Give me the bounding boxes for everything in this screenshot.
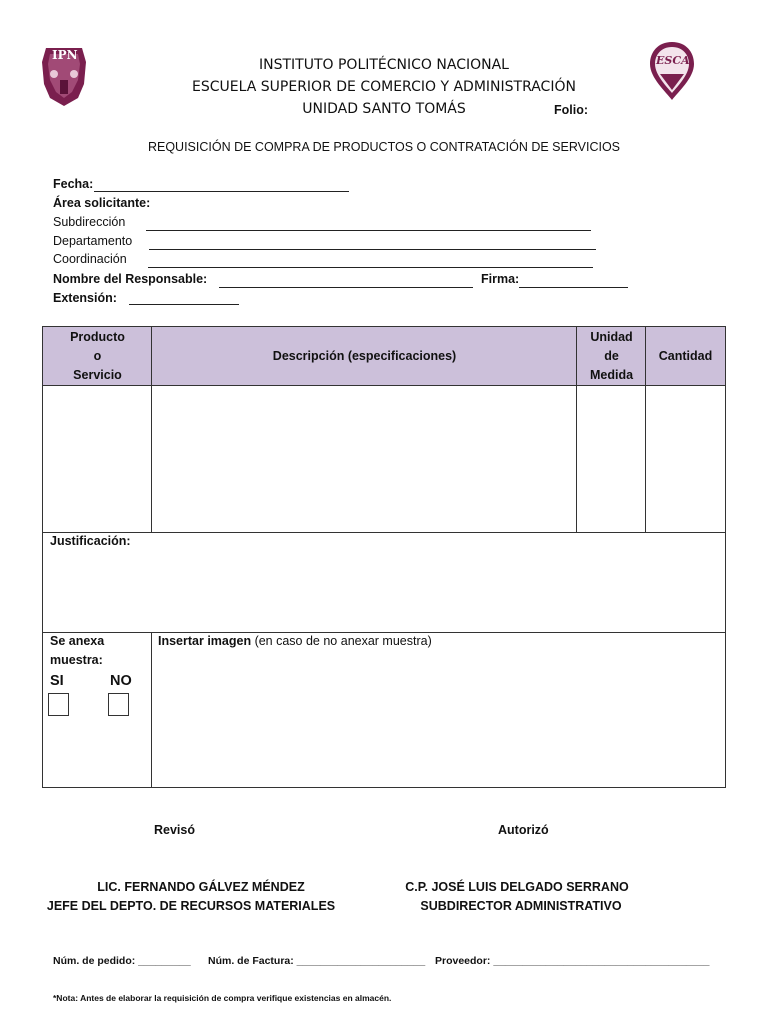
anexa-label-line2: muestra: bbox=[50, 653, 103, 667]
folio-label: Folio: bbox=[554, 103, 589, 117]
firma-label: Firma: bbox=[481, 272, 520, 286]
no-checkbox[interactable] bbox=[108, 693, 129, 716]
responsable-label: Nombre del Responsable: bbox=[53, 272, 208, 286]
image-drop-area[interactable] bbox=[152, 653, 725, 787]
header-producto-line2: o bbox=[93, 349, 102, 363]
departamento-label: Departamento bbox=[53, 234, 133, 248]
fecha-label: Fecha: bbox=[53, 177, 94, 191]
item-descripcion-cell[interactable] bbox=[152, 386, 576, 532]
departamento-field[interactable] bbox=[149, 249, 596, 250]
right-signer-name: C.P. JOSÉ LUIS DELGADO SERRANO bbox=[405, 880, 629, 894]
pedido-field[interactable]: Núm. de pedido: _________ bbox=[53, 955, 191, 967]
subdireccion-label: Subdirección bbox=[53, 215, 126, 229]
extension-field[interactable] bbox=[129, 304, 239, 305]
left-signer-title: JEFE DEL DEPTO. DE RECURSOS MATERIALES bbox=[46, 899, 336, 913]
fecha-field[interactable] bbox=[94, 191, 349, 192]
coordinacion-label: Coordinación bbox=[53, 252, 127, 266]
justificacion-field[interactable] bbox=[43, 551, 725, 631]
header-producto bbox=[43, 327, 152, 386]
subdireccion-field[interactable] bbox=[146, 230, 591, 231]
header-producto-line1: Producto bbox=[70, 330, 125, 344]
ipn-logo bbox=[38, 44, 90, 108]
factura-field[interactable]: Núm. de Factura: ______________________ bbox=[208, 955, 426, 967]
school-name: ESCUELA SUPERIOR DE COMERCIO Y ADMINISTRACIÓN bbox=[192, 79, 576, 95]
nota-text: *Nota: Antes de elaborar la requisición de compra verifique existencias en almacén. bbox=[53, 993, 392, 1003]
institute-name: INSTITUTO POLITÉCNICO NACIONAL bbox=[259, 57, 509, 73]
area-label: Área solicitante: bbox=[53, 196, 151, 210]
unit-name: UNIDAD SANTO TOMÁS bbox=[302, 101, 466, 117]
autorizo-label: Autorizó bbox=[498, 823, 549, 837]
esca-logo-text: ESCA bbox=[656, 54, 690, 67]
header-producto-line3: Servicio bbox=[73, 368, 122, 382]
form-title: REQUISICIÓN DE COMPRA DE PRODUCTOS O CONTRATACIÓN DE SERVICIOS bbox=[147, 140, 621, 154]
insertar-imagen-label bbox=[158, 634, 432, 648]
extension-label: Extensión: bbox=[53, 291, 117, 305]
left-signer-name: LIC. FERNANDO GÁLVEZ MÉNDEZ bbox=[97, 880, 305, 894]
ipn-logo-text: IPN bbox=[52, 48, 78, 62]
si-checkbox[interactable] bbox=[48, 693, 69, 716]
item-producto-cell[interactable] bbox=[43, 386, 151, 532]
reviso-label: Revisó bbox=[154, 823, 195, 837]
firma-field[interactable] bbox=[519, 287, 628, 288]
justificacion-label: Justificación: bbox=[50, 534, 131, 548]
item-cantidad-cell[interactable] bbox=[646, 386, 725, 532]
header-unidad-line1: Unidad bbox=[590, 330, 633, 344]
insertar-imagen-note: (en caso de no anexar muestra) bbox=[251, 634, 432, 648]
coordinacion-field[interactable] bbox=[148, 267, 593, 268]
item-unidad-cell[interactable] bbox=[577, 386, 645, 532]
si-label: SI bbox=[50, 673, 64, 689]
proveedor-field[interactable]: Proveedor: _____________________________________ bbox=[435, 955, 710, 967]
insertar-imagen-bold: Insertar imagen bbox=[158, 634, 252, 648]
header-descripcion: Descripción (especificaciones) bbox=[152, 327, 577, 386]
header-unidad bbox=[577, 327, 646, 386]
anexa-label-line1: Se anexa bbox=[50, 634, 105, 648]
responsable-field[interactable] bbox=[219, 287, 473, 288]
requisition-table bbox=[42, 326, 726, 788]
header-unidad-line2: de bbox=[604, 349, 619, 363]
justificacion-bottom-border bbox=[43, 632, 725, 633]
right-signer-title: SUBDIRECTOR ADMINISTRATIVO bbox=[420, 899, 622, 913]
no-label: NO bbox=[110, 673, 132, 689]
header-unidad-line3: Medida bbox=[589, 368, 634, 382]
header-cantidad: Cantidad bbox=[646, 327, 725, 386]
items-bottom-border bbox=[43, 532, 725, 533]
